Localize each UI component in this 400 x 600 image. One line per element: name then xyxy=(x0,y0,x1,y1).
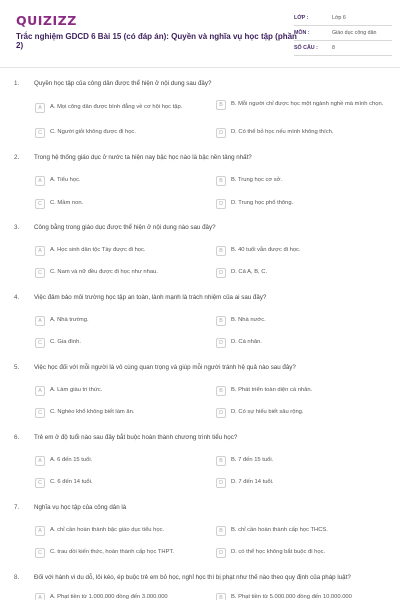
option-text: A. Tiểu học. xyxy=(50,177,81,183)
option-d[interactable] xyxy=(216,198,388,209)
option-text: A. 6 đến 15 tuổi. xyxy=(50,457,93,463)
option-a[interactable] xyxy=(35,525,207,536)
option-letter: D xyxy=(216,268,226,278)
option-letter: C xyxy=(35,548,45,558)
option-a[interactable] xyxy=(35,592,207,600)
option-text: C. Người giỏi không được đi học. xyxy=(50,129,136,135)
option-b[interactable] xyxy=(216,592,388,600)
option-c[interactable] xyxy=(35,477,207,488)
question-number: 4. xyxy=(14,294,20,301)
option-text: B. Trung học cơ sở. xyxy=(231,177,283,183)
option-a[interactable] xyxy=(35,102,207,113)
option-c[interactable] xyxy=(35,127,207,138)
option-letter: B xyxy=(216,386,226,396)
option-b[interactable] xyxy=(216,175,388,186)
option-c[interactable] xyxy=(35,267,207,278)
option-letter: C xyxy=(35,128,45,138)
option-text: B. Phát triển toàn diện cá nhân. xyxy=(231,387,313,393)
option-letter: A xyxy=(35,526,45,536)
option-text: B. 7 đến 15 tuổi. xyxy=(231,457,274,463)
option-letter: B xyxy=(216,100,226,110)
option-a[interactable] xyxy=(35,315,207,326)
question-header xyxy=(14,294,394,308)
option-text: C. 6 đến 14 tuổi. xyxy=(50,479,93,485)
option-d[interactable] xyxy=(216,127,388,138)
question-header xyxy=(14,364,394,378)
option-letter: C xyxy=(35,268,45,278)
option-letter: B xyxy=(216,246,226,256)
question-number: 7. xyxy=(14,504,20,511)
question-number: 5. xyxy=(14,364,20,371)
question-header xyxy=(14,434,394,448)
option-c[interactable] xyxy=(35,407,207,418)
question-header xyxy=(14,224,394,238)
option-b[interactable] xyxy=(216,455,388,466)
option-letter: B xyxy=(216,176,226,186)
option-c[interactable] xyxy=(35,337,207,348)
option-text: D. 7 đến 14 tuổi. xyxy=(231,479,274,485)
option-text: D. Có thể bỏ học nếu mình không thích. xyxy=(231,129,334,135)
meta-value: Giáo dục công dân xyxy=(332,30,377,36)
question-text: Việc học đối với mỗi người là vô cùng quan trọng và giúp mỗi người tránh hệ quả nào sau đây? xyxy=(34,364,296,371)
header xyxy=(0,0,400,66)
option-text: A. Mọi công dân được bình đẳng về cơ hội học tập. xyxy=(50,104,183,110)
option-text: C. Nam và nữ đều được đi học như nhau. xyxy=(50,269,158,275)
option-text: A. Học sinh dân tộc Tày được đi học. xyxy=(50,247,146,253)
option-d[interactable] xyxy=(216,477,388,488)
option-letter: A xyxy=(35,103,45,113)
meta-label: SỐ CÂU : xyxy=(294,45,318,51)
option-a[interactable] xyxy=(35,175,207,186)
option-letter: B xyxy=(216,316,226,326)
question-text: Việc đảm bảo môi trường học tập an toàn, lành mạnh là trách nhiệm của ai sau đây? xyxy=(34,294,267,301)
quizizz-logo[interactable]: QUIZIZZ xyxy=(16,13,77,28)
header-divider xyxy=(0,67,400,68)
option-letter: A xyxy=(35,593,45,600)
question-number: 8. xyxy=(14,574,20,581)
question-number: 1. xyxy=(14,80,20,87)
option-letter: A xyxy=(35,386,45,396)
option-letter: D xyxy=(216,478,226,488)
option-text: B. Mỗi người chỉ được học một ngành nghề mà mình chọn. xyxy=(231,101,384,107)
option-letter: D xyxy=(216,548,226,558)
option-b[interactable] xyxy=(216,245,388,256)
option-c[interactable] xyxy=(35,547,207,558)
option-d[interactable] xyxy=(216,547,388,558)
question-text: Quyền học tập của công dân được thể hiện ở nội dung sau đây? xyxy=(34,80,212,87)
meta-row-count xyxy=(294,41,392,56)
option-a[interactable] xyxy=(35,455,207,466)
option-text: C. Mầm non. xyxy=(50,200,84,206)
question-text: Trong hệ thống giáo dục ở nước ta hiện nay bậc học nào là bậc nền tảng nhất? xyxy=(34,154,252,161)
option-letter: C xyxy=(35,199,45,209)
question-number: 2. xyxy=(14,154,20,161)
option-text: C. Gia đình. xyxy=(50,339,81,345)
option-text: D. có thể học không bắt buộc đi học. xyxy=(231,549,326,555)
question-number: 3. xyxy=(14,224,20,231)
meta-value: Lớp 6 xyxy=(332,15,346,21)
question-text: Nghĩa vụ học tập của công dân là xyxy=(34,504,127,511)
question-header xyxy=(14,574,394,588)
option-d[interactable] xyxy=(216,267,388,278)
option-letter: B xyxy=(216,593,226,600)
option-letter: A xyxy=(35,176,45,186)
option-letter: B xyxy=(216,456,226,466)
option-letter: D xyxy=(216,338,226,348)
option-b[interactable] xyxy=(216,99,388,110)
option-text: B. Phạt tiền từ 5.000.000 đồng đến 10.000.000 xyxy=(231,594,352,600)
option-letter: C xyxy=(35,478,45,488)
option-letter: A xyxy=(35,316,45,326)
option-b[interactable] xyxy=(216,315,388,326)
option-text: B. 40 tuổi vẫn được đi học. xyxy=(231,247,301,253)
question-header xyxy=(14,154,394,168)
option-letter: C xyxy=(35,408,45,418)
question-header xyxy=(14,80,394,94)
option-text: B. chỉ cần hoàn thành cấp học THCS. xyxy=(231,527,328,533)
option-text: C. Nghèo khổ không biết làm ăn. xyxy=(50,409,135,415)
question-text: Đối với hành vi du dỗ, lôi kéo, ép buộc trẻ em bỏ học, nghỉ học thì bị phạt như thế nào theo quy định của pháp luật? xyxy=(34,574,351,581)
option-text: D. Có sự hiểu biết sâu rộng. xyxy=(231,409,304,415)
option-c[interactable] xyxy=(35,198,207,209)
option-text: D. Trung học phổ thông. xyxy=(231,200,294,206)
meta-row-class xyxy=(294,11,392,26)
option-letter: D xyxy=(216,128,226,138)
option-text: D. Cả A, B, C. xyxy=(231,269,268,275)
option-text: A. chỉ cần hoàn thành bậc giáo dục tiểu học. xyxy=(50,527,165,533)
option-letter: D xyxy=(216,408,226,418)
option-a[interactable] xyxy=(35,385,207,396)
option-letter: C xyxy=(35,338,45,348)
page-title: Trắc nghiệm GDCD 6 Bài 15 (có đáp án): Quyền và nghĩa vụ học tập (phần 2) xyxy=(16,32,297,50)
meta-table xyxy=(294,11,392,56)
option-text: B. Nhà nước. xyxy=(231,317,266,323)
option-text: A. Phạt tiền từ 1.000.000 đồng đến 3.000.000 xyxy=(50,594,168,600)
meta-value: 8 xyxy=(332,45,335,51)
option-letter: B xyxy=(216,526,226,536)
option-letter: A xyxy=(35,456,45,466)
question-text: Trẻ em ở độ tuổi nào sau đây bắt buộc hoàn thành chương trình tiểu học? xyxy=(34,434,238,441)
option-b[interactable] xyxy=(216,385,388,396)
option-text: A. Nhà trường. xyxy=(50,317,89,323)
option-a[interactable] xyxy=(35,245,207,256)
option-text: A. Làm giàu tri thức. xyxy=(50,387,103,393)
question-text: Công bằng trong giáo dục được thể hiện ở nội dung nào sau đây? xyxy=(34,224,216,231)
meta-label: MÔN : xyxy=(294,30,310,36)
meta-row-subject xyxy=(294,26,392,41)
question-number: 6. xyxy=(14,434,20,441)
option-b[interactable] xyxy=(216,525,388,536)
meta-label: LỚP : xyxy=(294,15,309,21)
option-letter: D xyxy=(216,199,226,209)
option-letter: A xyxy=(35,246,45,256)
option-text: C. trau dồi kiến thức, hoàn thành cấp học THPT. xyxy=(50,549,174,555)
question-header xyxy=(14,504,394,518)
option-text: D. Cá nhân. xyxy=(231,339,262,345)
option-d[interactable] xyxy=(216,337,388,348)
option-d[interactable] xyxy=(216,407,388,418)
